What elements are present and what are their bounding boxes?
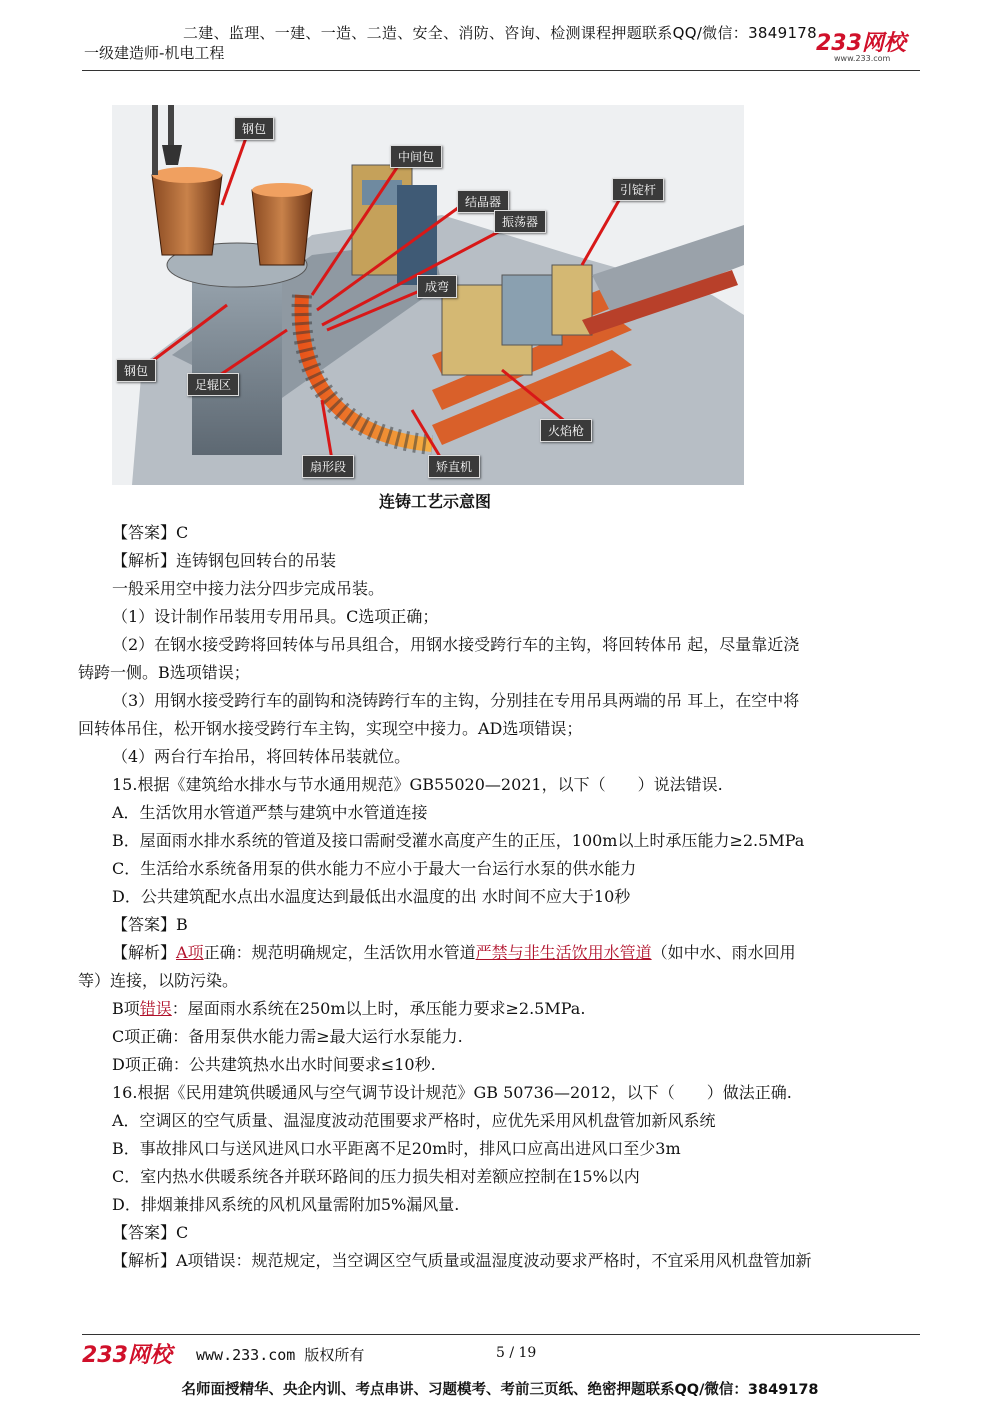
svg-text:233网校: 233网校 [82,1343,172,1368]
analysis-15-prefix: 【解析】 [112,943,177,962]
label-oscillator: 振荡器 [494,210,546,233]
analysis-15-a-text: 正确：规范明确规定，生活饮用水管道 [203,943,476,962]
q15-option-b: B．屋面雨水排水系统的管道及接口需耐受灌水高度产生的正压，100m以上时承压能力≥2.5MPa [112,831,805,850]
analysis-14-line: 一般采用空中接力法分四步完成吊装。 [112,579,385,598]
answer-14: 【答案】C [112,523,189,542]
analysis-15-highlight[interactable]: 严禁与非生活饮用水管道 [475,943,652,962]
q16-option-a: A．空调区的空气质量、温湿度波动范围要求严格时，应优先采用风机盘管加新风系统 [112,1111,716,1130]
analysis-15-a [112,942,796,964]
analysis-15-b-text: ：屋面雨水系统在250m以上时，承压能力要求≥2.5MPa. [171,999,586,1018]
q15-option-d: D．公共建筑配水点出水温度达到最低出水温度的出 水时间不应大于10秒 [112,887,631,906]
analysis-15-a-tail: （如中水、雨水回用 [651,943,796,962]
analysis-14-step1: （1）设计制作吊装用专用吊具。C选项正确； [112,607,439,626]
site-logo [812,28,922,64]
page-number: 5 / 19 [496,1345,537,1361]
label-bending: 成弯 [417,275,457,298]
analysis-15-a-link[interactable]: A项 [176,943,204,962]
q16-option-c: C．室内热水供暖系统各并联环路间的压力损失相对差额应控制在15%以内 [112,1167,640,1186]
answer-16: 【答案】C [112,1223,189,1242]
analysis-14-step3-cont: 回转体吊住，松开钢水接受跨行车主钩，实现空中接力。AD选项错误； [78,719,583,738]
header-promo-line: 二建、监理、一建、一造、二造、安全、消防、咨询、检测课程押题联系QQ/微信：3849178 [183,24,817,42]
analysis-14-step4: （4）两台行车抬吊，将回转体吊装就位。 [112,747,411,766]
question-15: 15.根据《建筑给水排水与节水通用规范》GB55020—2021，以下（ ）说法错误. [112,775,723,794]
figure-caption: 连铸工艺示意图 [378,492,491,511]
header-subtitle: 一级建造师-机电工程 [84,44,225,62]
q15-option-a: A．生活饮用水管道严禁与建筑中水管道连接 [112,803,428,822]
label-torch: 火焰枪 [540,419,592,442]
question-16: 16.根据《民用建筑供暖通风与空气调节设计规范》GB 50736—2012，以下（ ）做法正确. [112,1083,792,1102]
label-dummy-bar: 引锭杆 [612,178,664,201]
analysis-14-step2: （2）在钢水接受跨将回转体与吊具组合，用钢水接受跨行车的主钩，将回转体吊 起，尽量靠近浇 [112,635,800,654]
label-foot-roll: 足辊区 [187,373,239,396]
analysis-15-c: C项正确：备用泵供水能力需≥最大运行水泵能力. [112,1027,463,1046]
label-straightener: 矫直机 [428,455,480,478]
analysis-15-b-prefix: B项 [112,999,140,1018]
label-tundish: 中间包 [390,145,442,168]
q16-option-d: D．排烟兼排风系统的风机风量需附加5%漏风量. [112,1195,460,1214]
analysis-15-a-cont: 等）连接，以防污染。 [78,971,239,990]
label-ladle-bottom: 钢包 [116,359,156,382]
footer-site: www.233.com 版权所有 [196,1346,365,1364]
svg-text:www.233.com: www.233.com [834,54,891,63]
analysis-16-a: 【解析】A项错误：规范规定，当空调区空气质量或温湿度波动要求严格时，不宜采用风机盘管加新 [112,1251,812,1270]
analysis-14-step2-cont: 铸跨一侧。B选项错误； [78,663,250,682]
continuous-casting-diagram [112,105,744,485]
footer-divider [82,1334,920,1335]
analysis-15-d: D项正确：公共建筑热水出水时间要求≤10秒. [112,1055,436,1074]
q15-option-c: C．生活给水系统备用泵的供水能力不应小于最大一台运行水泵的供水能力 [112,859,637,878]
analysis-14-step3: （3）用钢水接受跨行车的副钩和浇铸跨行车的主钩，分别挂在专用吊具两端的吊 耳上，在空中将 [112,691,800,710]
analysis-15-b [112,998,585,1020]
label-mould: 结晶器 [457,190,509,213]
footer-promo-line: 名师面授精华、央企内训、考点串讲、习题模考、考前三页纸、绝密押题联系QQ/微信：3849178 [181,1382,819,1398]
label-ladle-top: 钢包 [234,117,274,140]
analysis-14-title: 【解析】连铸钢包回转台的吊装 [112,551,337,570]
answer-15: 【答案】B [112,915,188,934]
label-segment: 扇形段 [302,455,354,478]
header-divider [82,70,920,71]
analysis-15-b-link[interactable]: 错误 [139,999,172,1018]
q16-option-b: B．事故排风口与送风进风口水平距离不足20m时，排风口应高出进风口至少3m [112,1139,681,1158]
svg-text:233网校: 233网校 [816,31,906,56]
footer-logo [82,1340,187,1368]
